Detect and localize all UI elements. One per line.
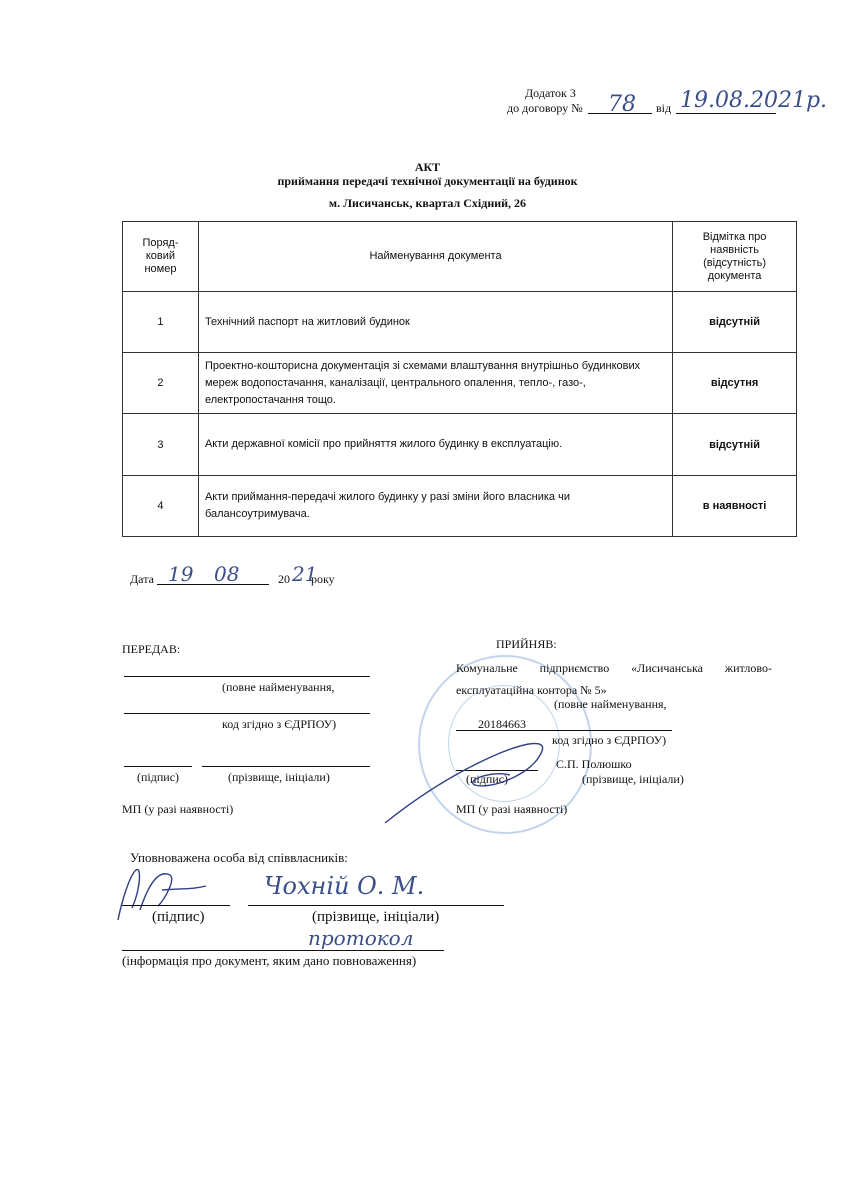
right-full-name-label: (повне найменування, — [554, 697, 667, 711]
date-prefix: від — [656, 101, 672, 115]
title-subject: приймання передачі технічної документації на будинок — [277, 174, 578, 188]
table-row — [123, 292, 797, 353]
date-year-handwritten: 21 — [292, 562, 318, 586]
header-availability: Відмітка про наявність (відсутність) документа — [673, 222, 797, 292]
header-number: Поряд-ковий номер — [123, 222, 199, 292]
left-party-heading: ПЕРЕДАВ: — [122, 642, 181, 656]
date-month-handwritten: 08 — [214, 562, 240, 586]
title-act: АКТ — [414, 160, 441, 174]
left-signature-label: (підпис) — [137, 770, 180, 784]
date-day-handwritten: 19 — [168, 562, 194, 586]
row-status: відсутня — [673, 353, 797, 414]
date-label: Дата — [130, 572, 154, 586]
right-org-name: Комунальне підприємство «Лисичанська житлово-експлуатаційна контора № 5» — [456, 661, 772, 697]
table-row — [123, 353, 797, 414]
table-header-row — [123, 222, 797, 292]
right-name-label: (прізвище, ініціали) — [582, 772, 684, 786]
right-stamp-label: МП (у разі наявності) — [456, 802, 568, 816]
left-stamp-label: МП (у разі наявності) — [122, 802, 234, 816]
rep-name-label: (прізвище, ініціали) — [312, 909, 440, 925]
right-party-heading: ПРИЙНЯВ: — [496, 637, 557, 651]
row-status: в наявності — [673, 476, 797, 537]
row-status: відсутній — [673, 292, 797, 353]
contract-date-handwritten: 19.08.2021р. — [680, 88, 828, 113]
row-status: відсутній — [673, 414, 797, 476]
left-edrpou-line — [124, 713, 370, 714]
contract-date-line — [676, 113, 776, 114]
row-document-name: Технічний паспорт на житловий будинок — [198, 292, 672, 353]
row-number: 4 — [123, 476, 199, 537]
row-document-name: Акти державної комісії про прийняття жилого будинку в експлуатацію. — [198, 414, 672, 476]
rep-doc-handwritten: протокол — [308, 926, 414, 950]
contract-number-handwritten: 78 — [608, 92, 636, 117]
left-edrpou-label: код згідно з ЄДРПОУ) — [222, 717, 337, 731]
left-signature-line — [124, 766, 192, 767]
right-edrpou-value: 20184663 — [478, 717, 526, 731]
table-row — [123, 414, 797, 476]
date-suffix: року — [311, 572, 335, 586]
rep-signature-label: (підпис) — [152, 909, 205, 925]
row-document-name: Проектно-кошторисна документація зі схемами влаштування внутрішньо будинкових мереж водопостачання, каналізації, центрального опалення, тепло-, газо-, електропостачання тощо. — [198, 353, 672, 414]
row-document-name: Акти приймання-передачі жилого будинку у разі зміни його власника чи балансоутримувача. — [198, 476, 672, 537]
left-surname-line — [202, 766, 370, 767]
documents-table — [122, 221, 797, 537]
right-signature-scribble — [380, 735, 580, 830]
right-edrpou-label: код згідно з ЄДРПОУ) — [552, 733, 667, 747]
contract-prefix: до договору № — [507, 101, 583, 115]
rep-doc-label: (інформація про документ, яким дано повноваження) — [122, 953, 417, 968]
row-number: 1 — [123, 292, 199, 353]
right-signer-name: С.П. Полюшко — [556, 757, 632, 771]
row-number: 2 — [123, 353, 199, 414]
header-document-name: Найменування документа — [198, 222, 672, 292]
table-row — [123, 476, 797, 537]
representative-heading: Уповноважена особа від співвласників: — [130, 850, 348, 865]
rep-name-handwritten: Чохній О. М. — [264, 872, 425, 900]
right-signature-label: (підпис) — [466, 772, 509, 786]
date-year-prefix: 20 — [278, 572, 290, 586]
row-number: 3 — [123, 414, 199, 476]
rep-name-line — [248, 905, 504, 906]
left-full-name-label: (повне найменування, — [222, 680, 335, 694]
rep-doc-line — [122, 950, 444, 951]
title-address: м. Лисичанськ, квартал Східний, 26 — [328, 196, 527, 210]
rep-signature-line — [122, 905, 230, 906]
left-name-line — [124, 676, 370, 677]
appendix-label: Додаток 3 — [525, 86, 576, 100]
left-name-label: (прізвище, ініціали) — [228, 770, 330, 784]
